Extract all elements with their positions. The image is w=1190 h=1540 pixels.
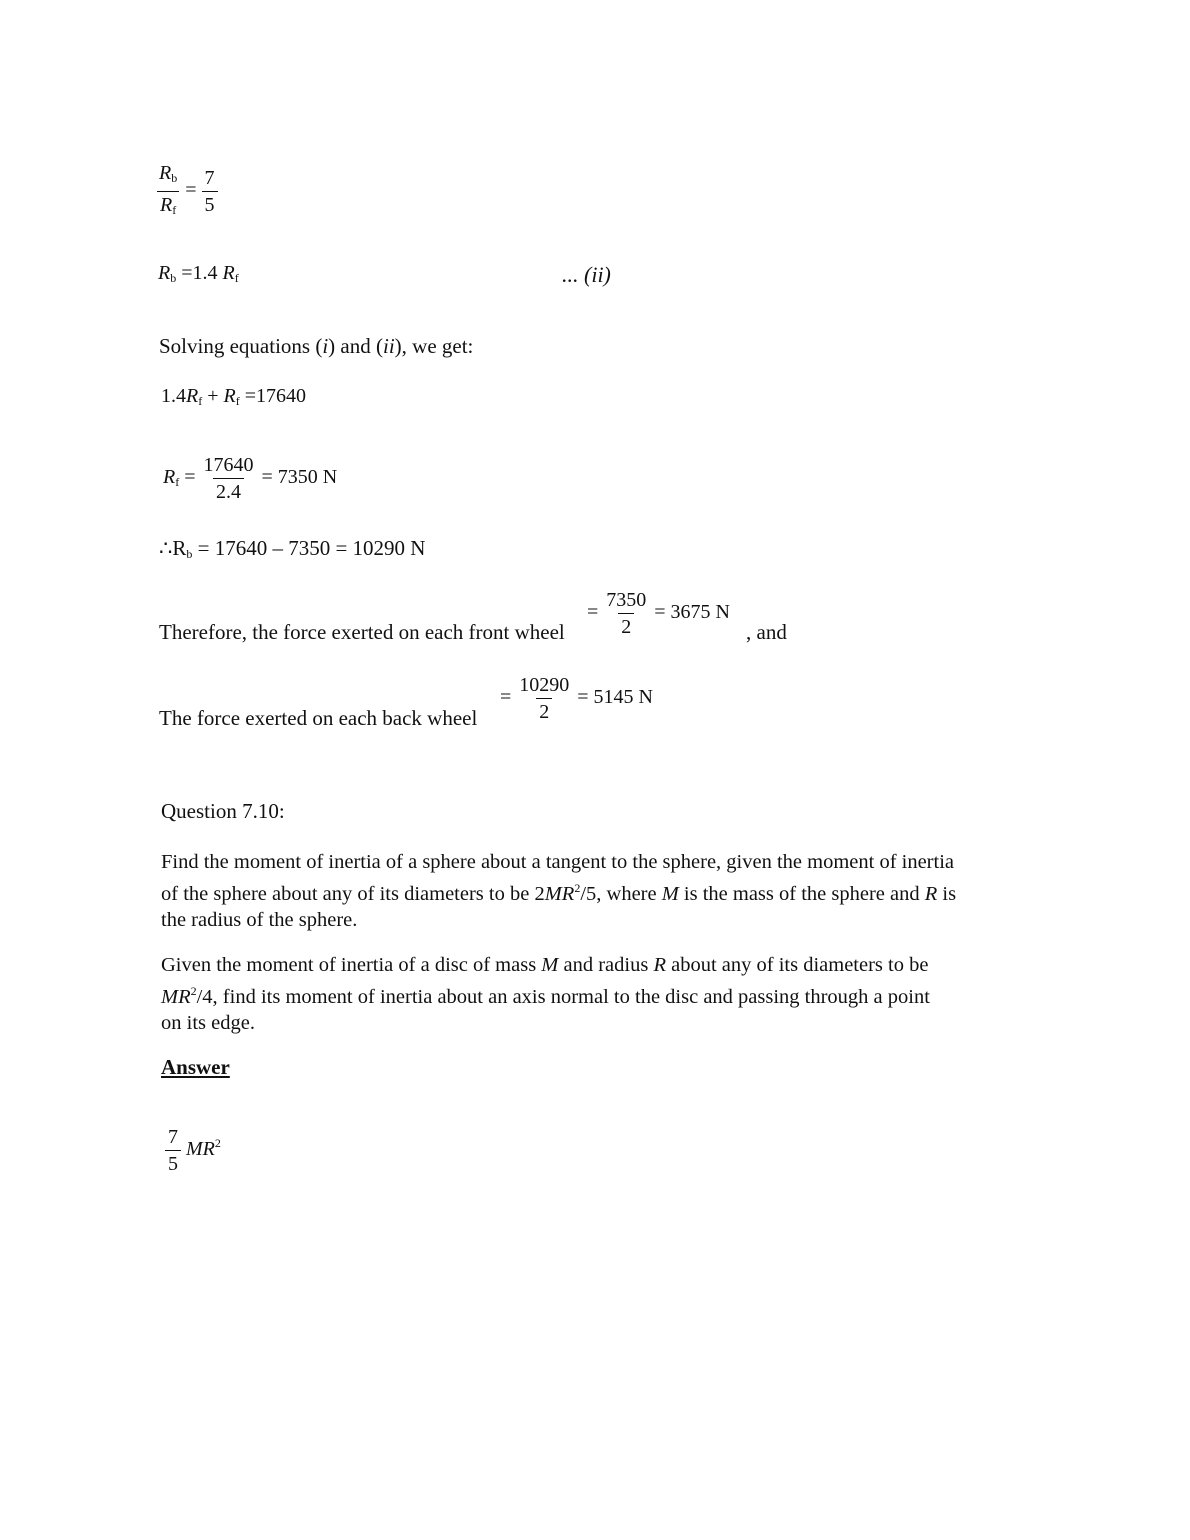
sum-equation — [161, 385, 306, 409]
var: M — [661, 883, 679, 905]
sub: b — [186, 547, 193, 561]
text: is the radius of the sphere. — [161, 883, 957, 931]
text: /4, find its moment of inertia about an axis normal to the disc and passing through a point on its edge. — [161, 986, 930, 1034]
plus: + — [207, 385, 219, 407]
text: Given the moment of inertia of a disc of mass — [161, 954, 542, 976]
coef: 1.4 — [161, 385, 186, 407]
rb-equation — [159, 536, 425, 562]
front-wheel-equation — [587, 587, 730, 640]
var: MR — [161, 986, 191, 1008]
equals-sign: = — [500, 686, 512, 709]
denominator: 5 — [202, 191, 218, 218]
var: R — [159, 162, 172, 184]
var: R — [653, 954, 666, 976]
sub: f — [175, 475, 180, 490]
answer-fraction — [165, 1124, 181, 1177]
equation-tag-ii: ... (ii) — [562, 262, 611, 287]
var: R — [158, 262, 171, 284]
rf-equation — [163, 452, 337, 505]
text: ) and ( — [328, 334, 383, 358]
ref-ii: ii — [382, 334, 395, 358]
var: MR — [544, 883, 575, 905]
back-wheel-fraction — [516, 672, 572, 725]
var: R — [223, 385, 236, 407]
front-wheel-tail: , and — [746, 620, 787, 644]
var: R — [186, 385, 199, 407]
rf-fraction — [201, 452, 257, 505]
equals-sign: = — [184, 466, 196, 489]
ref-i: i — [322, 334, 329, 358]
sub: b — [171, 171, 178, 185]
rhs: = 7350 N — [261, 466, 338, 489]
numerator: 7350 — [606, 589, 647, 611]
answer-expression — [165, 1124, 221, 1177]
denominator: 2 — [536, 698, 552, 725]
sub: b — [170, 271, 177, 285]
rhs: = 5145 N — [577, 686, 654, 709]
var: M — [541, 954, 559, 976]
rhs: =1.4 — [181, 262, 218, 284]
equals-sign: = — [185, 179, 197, 202]
question-paragraph-1 — [161, 849, 961, 933]
denominator: 2.4 — [213, 478, 244, 505]
front-wheel-fraction — [603, 587, 649, 640]
question-paragraph-2 — [161, 952, 951, 1036]
text: ∴R — [159, 536, 187, 560]
var: R — [160, 194, 173, 216]
numerator: 7 — [204, 167, 215, 189]
rhs: = 17640 – 7350 = 10290 N — [192, 536, 426, 560]
var: R — [924, 883, 938, 905]
text: and radius — [558, 954, 654, 976]
ratio-lhs-fraction — [156, 160, 180, 223]
var: MR — [186, 1138, 215, 1161]
equals-sign: = — [587, 601, 599, 624]
sub: f — [235, 394, 240, 408]
answer-heading: Answer — [161, 1055, 230, 1079]
equation-ii — [158, 262, 239, 286]
sub: f — [234, 271, 239, 285]
numerator: 10290 — [519, 674, 570, 696]
front-wheel-text: Therefore, the force exerted on each front wheel — [159, 620, 565, 644]
sup: 2 — [574, 881, 581, 895]
text: ), we get: — [394, 334, 474, 358]
solving-line — [159, 334, 473, 359]
numerator: 7 — [168, 1126, 178, 1148]
back-wheel-text: The force exerted on each back wheel — [159, 706, 478, 730]
rhs: = 3675 N — [654, 601, 731, 624]
text: Solving equations ( — [159, 334, 323, 358]
denominator: 5 — [165, 1150, 181, 1177]
text: Find the moment of inertia of a sphere about a tangent to the sphere, given the moment of inertia of the sphere about any of its diameters to be 2 — [161, 851, 955, 905]
question-heading: Question 7.10: — [161, 799, 285, 823]
rhs: =17640 — [244, 385, 306, 407]
var: R — [222, 262, 235, 284]
denominator: 2 — [618, 613, 634, 640]
ratio-equation — [156, 160, 218, 223]
ratio-rhs-fraction — [202, 165, 218, 218]
text: about any of its diameters to be — [665, 954, 929, 976]
text: is the mass of the sphere and — [678, 883, 925, 905]
sub: f — [172, 203, 177, 217]
sup: 2 — [214, 1136, 221, 1151]
back-wheel-equation — [500, 672, 653, 725]
var: R — [163, 466, 176, 489]
sub: f — [198, 394, 203, 408]
text: /5, where — [580, 883, 662, 905]
numerator: 17640 — [203, 454, 254, 476]
sup: 2 — [190, 984, 197, 998]
